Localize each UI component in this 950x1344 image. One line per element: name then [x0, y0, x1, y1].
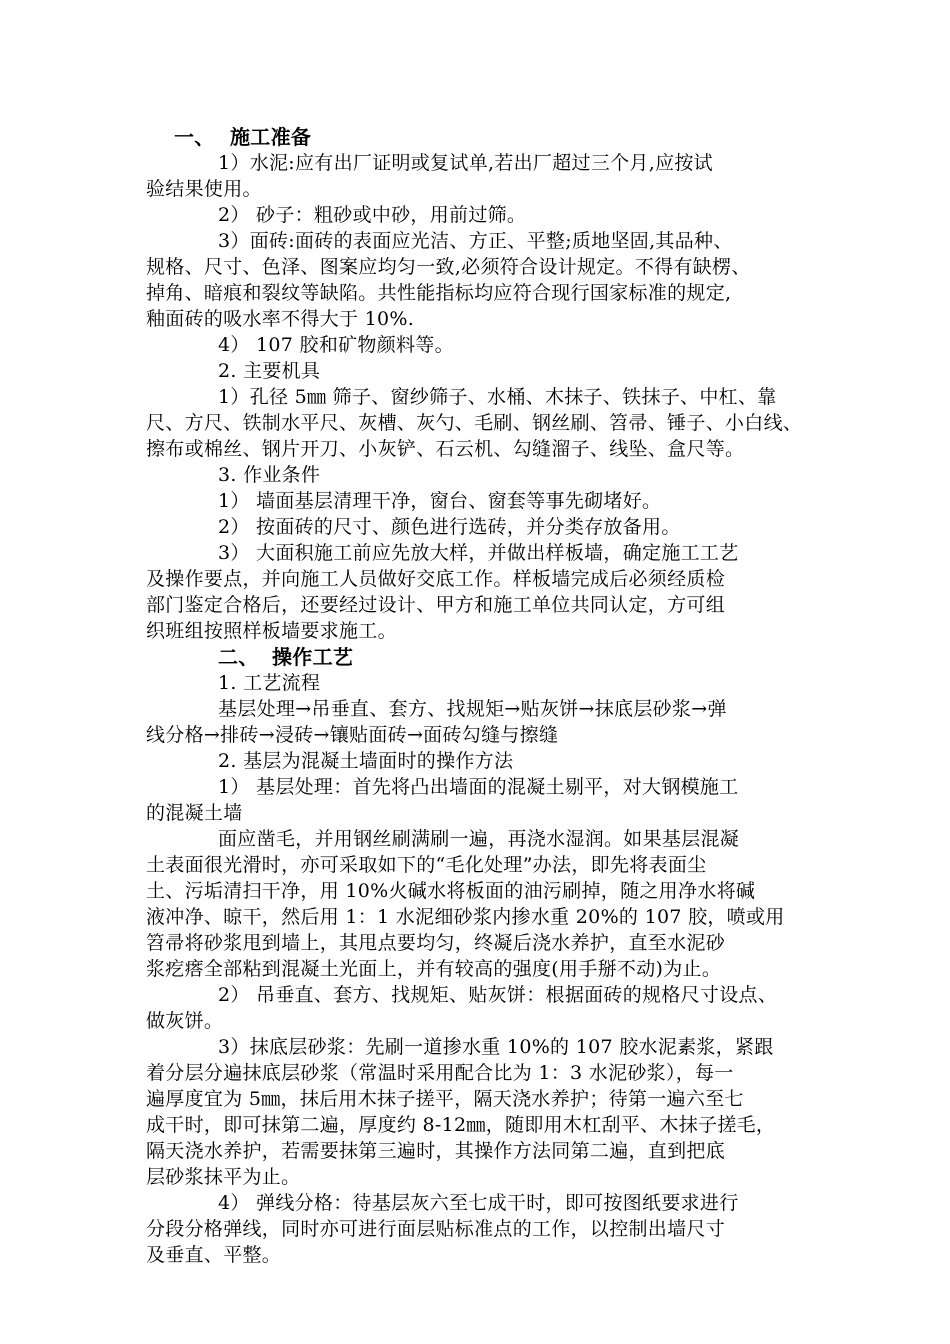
subsection-heading: 2. 基层为混凝土墙面时的操作方法: [218, 750, 514, 772]
paragraph-line: 及垂直、平整。: [146, 1244, 282, 1266]
paragraph-line: 验结果使用。: [146, 178, 262, 200]
paragraph-line: 1） 基层处理：首先将凸出墙面的混凝土剔平，对大钢模施工: [218, 776, 739, 798]
paragraph-line: 液冲净、晾干，然后用 1：1 水泥细砂浆内掺水重 20%的 107 胶，喷或用: [146, 906, 785, 928]
paragraph-line: 4） 弹线分格：待基层灰六至七成干时，即可按图纸要求进行: [218, 1192, 739, 1214]
paragraph-line: 遍厚度宜为 5㎜，抹后用木抹子搓平，隔天浇水养护；待第一遍六至七: [146, 1088, 744, 1110]
paragraph-line: 掉角、暗痕和裂纹等缺陷。共性能指标均应符合现行国家标准的规定,: [146, 282, 732, 304]
paragraph-line: 2） 按面砖的尺寸、颜色进行选砖，并分类存放备用。: [218, 516, 681, 538]
paragraph-line: 隔天浇水养护，若需要抹第三遍时，其操作方法同第二遍，直到把底: [146, 1140, 726, 1162]
paragraph-line: 分段分格弹线，同时亦可进行面层贴标准点的工作，以控制出墙尺寸: [146, 1218, 726, 1240]
paragraph-line: 2） 砂子：粗砂或中砂，用前过筛。: [218, 204, 527, 226]
paragraph-line: 3）面砖:面砖的表面应光洁、方正、平整;质地坚固,其品种、: [218, 230, 733, 252]
paragraph-line: 及操作要点，并向施工人员做好交底工作。样板墙完成后必须经质检: [146, 568, 726, 590]
paragraph-line: 土、污垢清扫干净，用 10%火碱水将板面的油污刷掉，随之用净水将碱: [146, 880, 756, 902]
paragraph-line: 部门鉴定合格后，还要经过设计、甲方和施工单位共同认定，方可组: [146, 594, 726, 616]
paragraph-line: 釉面砖的吸水率不得大于 10%.: [146, 308, 415, 330]
paragraph-line: 成干时，即可抹第二遍，厚度约 8-12㎜，随即用木杠刮平、木抹子搓毛，: [146, 1114, 776, 1136]
paragraph-line: 的混凝土墙: [146, 802, 243, 824]
paragraph-line: 规格、尺寸、色泽、图案应均匀一致,必须符合设计规定。不得有缺楞、: [146, 256, 751, 278]
section-number: 二、: [218, 645, 259, 669]
section-title: 操作工艺: [272, 645, 354, 669]
paragraph-line: 织班组按照样板墙要求施工。: [146, 620, 397, 642]
section-heading-2: [146, 644, 818, 670]
subsection-heading: 1. 工艺流程: [218, 672, 321, 694]
paragraph-line: 擦布或棉丝、钢片开刀、小灰铲、石云机、勾缝溜子、线坠、盒尺等。: [146, 438, 745, 460]
paragraph-line: 层砂浆抹平为止。: [146, 1166, 301, 1188]
paragraph-line: 1） 墙面基层清理干净，窗台、窗套等事先砌堵好。: [218, 490, 662, 512]
paragraph-line: 着分层分遍抹底层砂浆（常温时采用配合比为 1：3 水泥砂浆），每一: [146, 1062, 734, 1084]
paragraph-line: 4） 107 胶和矿物颜料等。: [218, 334, 454, 356]
paragraph-line: 2） 吊垂直、套方、找规矩、贴灰饼：根据面砖的规格尺寸设点、: [218, 984, 778, 1006]
paragraph-line: 3） 大面积施工前应先放大样，并做出样板墙，确定施工工艺: [218, 542, 739, 564]
paragraph-line: 土表面很光滑时，亦可采取如下的“毛化处理”办法，即先将表面尘: [146, 854, 707, 876]
section-number: 一、: [174, 125, 215, 149]
paragraph-line: 线分格→排砖→浸砖→镶贴面砖→面砖勾缝与擦缝: [146, 724, 559, 746]
subsection-heading: 3. 作业条件: [218, 464, 321, 486]
paragraph-line: 1）孔径 5㎜ 筛子、窗纱筛子、水桶、木抹子、铁抹子、中杠、靠: [218, 386, 777, 408]
subsection-heading: 2. 主要机具: [218, 360, 321, 382]
paragraph-line: 笤帚将砂浆甩到墙上，其甩点要均匀，终凝后浇水养护，直至水泥砂: [146, 932, 726, 954]
paragraph-line: 浆疙瘩全部粘到混凝土光面上，并有较高的强度(用手掰不动)为止。: [146, 958, 722, 980]
paragraph-line: 做灰饼。: [146, 1010, 224, 1032]
section-heading-1: [146, 124, 818, 150]
paragraph-line: 基层处理→吊垂直、套方、找规矩→贴灰饼→抹底层砂浆→弹: [218, 698, 727, 720]
paragraph-line: 尺、方尺、铁制水平尺、灰槽、灰勺、毛刷、钢丝刷、笤帚、锤子、小白线、: [146, 412, 803, 434]
paragraph-line: 面应凿毛，并用钢丝刷满刷一遍，再浇水湿润。如果基层混凝: [218, 828, 740, 850]
section-title: 施工准备: [230, 125, 312, 149]
paragraph-line: 1）水泥:应有出厂证明或复试单,若出厂超过三个月,应按试: [218, 152, 713, 174]
document-body: [146, 124, 818, 1268]
paragraph-line: 3）抹底层砂浆：先刷一道掺水重 10%的 107 胶水泥素浆，紧跟: [218, 1036, 774, 1058]
